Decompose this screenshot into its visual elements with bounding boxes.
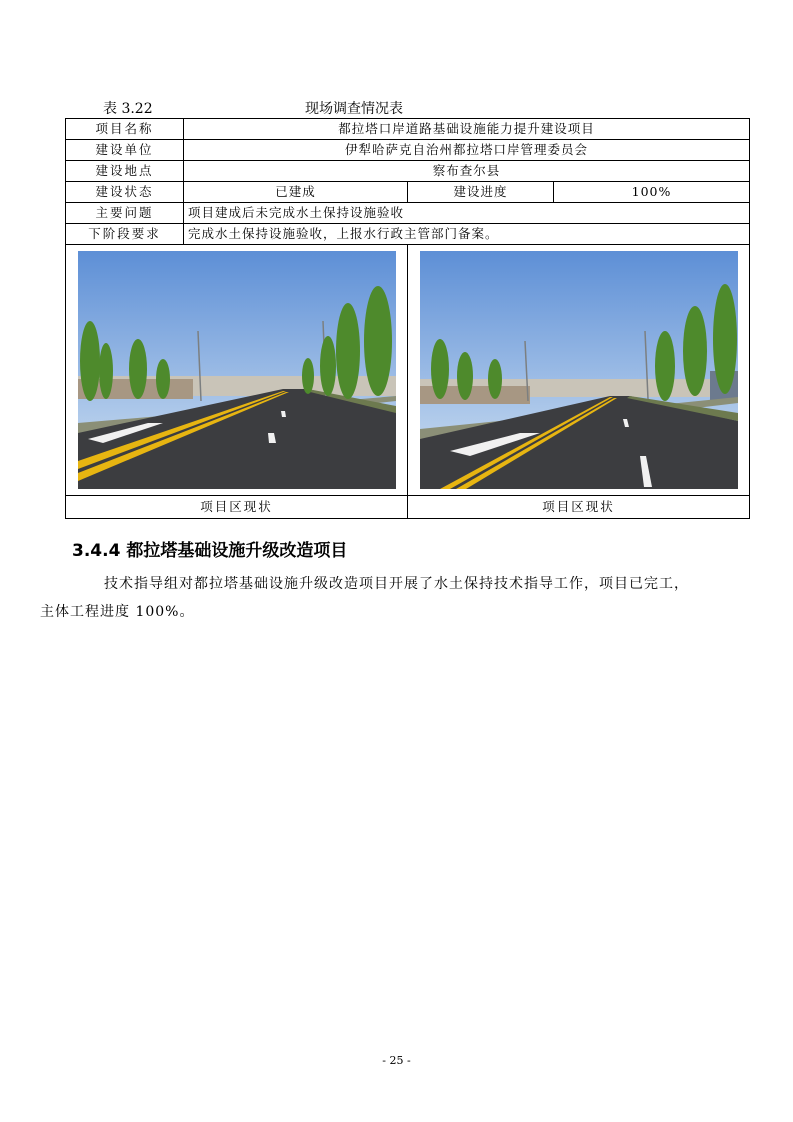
page-number: - 25 -: [382, 1054, 411, 1067]
table-caption: [65, 98, 749, 118]
progress-value: 100%: [554, 182, 750, 203]
section-paragraph: [40, 570, 732, 626]
builder-value: 伊犁哈萨克自治州都拉塔口岸管理委员会: [184, 140, 750, 161]
paragraph-line-2: 主体工程进度 100%。: [40, 604, 195, 620]
photo-caption-right: 项目区现状: [408, 496, 750, 519]
table-row: [66, 224, 750, 245]
status-value: 已建成: [184, 182, 408, 203]
road-photo-right: [420, 251, 738, 489]
table-number: 表 3.22: [103, 101, 153, 117]
photo-caption-row: [66, 496, 750, 519]
table-row: [66, 140, 750, 161]
table-row: [66, 161, 750, 182]
location-value: 察布查尔县: [184, 161, 750, 182]
next-stage-label: 下阶段要求: [66, 224, 184, 245]
project-name-label: 项目名称: [66, 119, 184, 140]
table-row: [66, 203, 750, 224]
issues-value: 项目建成后未完成水土保持设施验收: [184, 203, 750, 224]
photo-cell-left: [66, 245, 408, 496]
next-stage-value: 完成水土保持设施验收，上报水行政主管部门备案。: [184, 224, 750, 245]
road-photo-left: [78, 251, 396, 489]
status-label: 建设状态: [66, 182, 184, 203]
table-row: [66, 182, 750, 203]
photo-caption-left: 项目区现状: [66, 496, 408, 519]
section-heading: 3.4.4 都拉塔基础设施升级改造项目: [72, 541, 348, 561]
photo-cell-right: [408, 245, 750, 496]
progress-label: 建设进度: [408, 182, 554, 203]
table-title: 现场调查情况表: [305, 101, 403, 117]
issues-label: 主要问题: [66, 203, 184, 224]
photo-row: [66, 245, 750, 496]
table-row: [66, 119, 750, 140]
paragraph-line-1: 技术指导组对都拉塔基础设施升级改造项目开展了水土保持技术指导工作，项目已完工，: [104, 576, 689, 592]
survey-table: [65, 118, 750, 519]
builder-label: 建设单位: [66, 140, 184, 161]
location-label: 建设地点: [66, 161, 184, 182]
project-name-value: 都拉塔口岸道路基础设施能力提升建设项目: [184, 119, 750, 140]
